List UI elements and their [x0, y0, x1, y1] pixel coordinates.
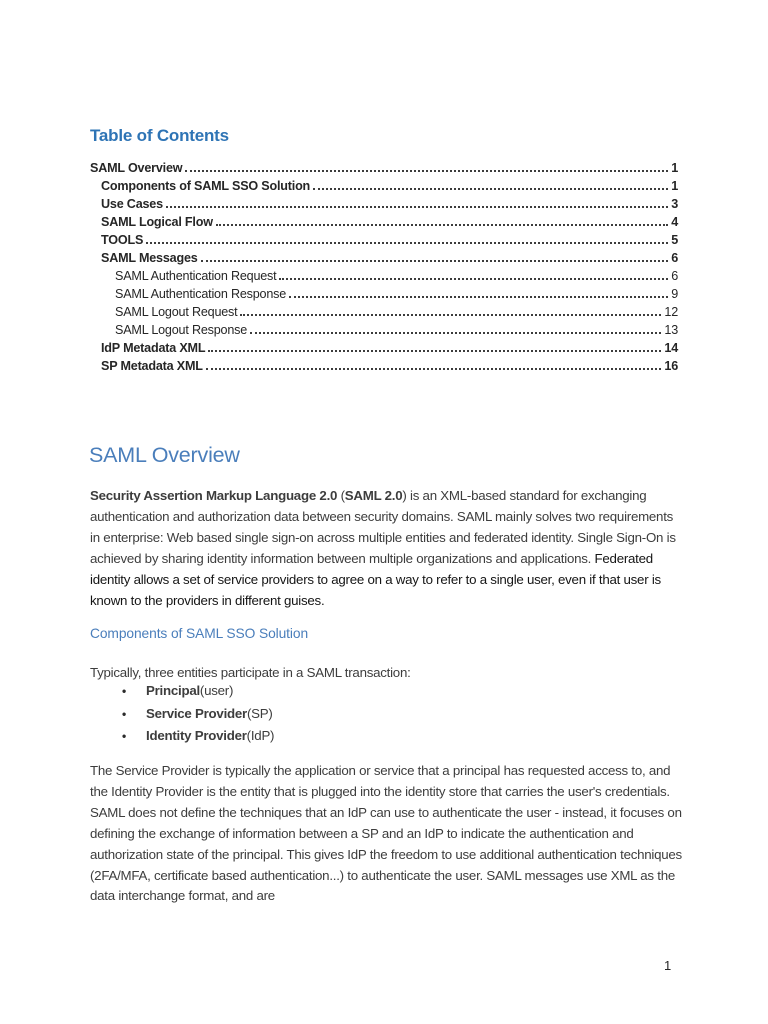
text-run: (	[337, 488, 345, 503]
toc-entry[interactable]	[90, 319, 678, 337]
text-run: Security Assertion Markup Language 2.0	[90, 488, 338, 503]
toc-entry-label: SAML Authentication Response	[115, 287, 287, 301]
text-run: (user)	[199, 683, 234, 698]
toc-entry-page: 9	[671, 287, 678, 301]
text-run: Federated identity allows a set of service providers to agree on a way to refer to a single user, even if that user is known to the providers in different guises.	[90, 550, 661, 608]
text-run: ) is an XML-based standard for exchanging authentication and authorization data between security domains. SAML mainly solves two requirements in enterprise: Web based single sign-on across multiple entities and federated identity. Single Sign-On is achieved by sharing identity information between multiple organizations and applications.	[90, 488, 676, 566]
text-run: The Service Provider is typically the application or service that a principal has requested access to, and the Identity Provider is the entity that is plugged into the identity store that carries the user's credentials. SAML does not define the techniques that an IdP can use to authenticate the user - instead, it focuses on defining the exchange of information between a SP and an IdP to indicate the authentication and authorization state of the principal. This gives IdP the freedom to use additional authentication techniques (2FA/MFA, certificate based authentication...) to authenticate the user. SAML messages use XML as the data interchange format, and are	[90, 763, 682, 904]
toc-entry[interactable]	[90, 283, 678, 301]
entities-list	[122, 683, 274, 751]
toc-dot-leader	[216, 224, 668, 226]
toc-entry-label: SAML Authentication Request	[115, 269, 277, 283]
toc-entry-label: SP Metadata XML	[101, 359, 203, 373]
section-heading-saml-overview: SAML Overview	[89, 443, 240, 467]
toc-entry[interactable]	[90, 211, 678, 229]
toc-entry[interactable]	[90, 229, 678, 247]
toc-entry[interactable]	[90, 193, 678, 211]
bullet-icon: •	[122, 706, 126, 721]
paragraph-saml-intro	[90, 486, 684, 611]
bullet-icon: •	[122, 684, 126, 698]
text-run: (SP)	[246, 705, 273, 721]
toc-entry-page: 5	[671, 233, 678, 247]
entities-list-intro: Typically, three entities participate in a SAML transaction:	[90, 665, 411, 680]
toc-dot-leader	[201, 260, 669, 262]
toc-list	[90, 157, 678, 373]
toc-dot-leader	[279, 278, 668, 280]
toc-entry[interactable]	[90, 337, 678, 355]
toc-entry-page: 3	[671, 197, 678, 211]
bullet-icon: •	[122, 729, 126, 744]
toc-dot-leader	[166, 206, 668, 208]
text-run: Principal	[146, 683, 200, 698]
toc-dot-leader	[240, 314, 661, 316]
text-run: Identity Provider	[146, 728, 247, 744]
text-run: SAML 2.0	[344, 488, 403, 503]
toc-dot-leader	[208, 350, 661, 352]
toc-entry-label: SAML Logout Request	[115, 305, 238, 319]
toc-entry[interactable]	[90, 355, 678, 373]
subsection-heading-components: Components of SAML SSO Solution	[90, 626, 309, 641]
toc-entry-label: Components of SAML SSO Solution	[101, 179, 311, 193]
toc-entry-label: IdP Metadata XML	[101, 341, 206, 355]
toc-entry-page: 6	[671, 251, 678, 265]
toc-entry[interactable]	[90, 247, 678, 265]
toc-entry-page: 14	[664, 341, 678, 355]
toc-entry-label: TOOLS	[101, 233, 144, 247]
entity-list-item	[122, 683, 274, 706]
paragraph-sp-idp-description	[90, 761, 684, 907]
entity-list-item	[122, 706, 274, 729]
page-number: 1	[664, 958, 672, 973]
toc-entry[interactable]	[90, 301, 678, 319]
toc-entry-label: SAML Logout Response	[115, 323, 248, 337]
toc-entry-page: 12	[664, 305, 678, 319]
toc-entry-page: 6	[671, 269, 678, 283]
toc-dot-leader	[250, 332, 661, 334]
toc-entry-page: 1	[671, 161, 678, 175]
text-run: (IdP)	[246, 728, 275, 744]
toc-entry-page: 1	[671, 179, 678, 193]
toc-dot-leader	[313, 188, 668, 190]
toc-dot-leader	[146, 242, 668, 244]
toc-entry-label: SAML Logical Flow	[101, 215, 213, 229]
text-run: Service Provider	[146, 705, 247, 721]
toc-entry-page: 4	[671, 215, 678, 229]
toc-entry-label: Use Cases	[101, 197, 163, 211]
toc-entry-page: 13	[664, 323, 678, 337]
toc-entry[interactable]	[90, 175, 678, 193]
toc-dot-leader	[206, 368, 662, 370]
toc-entry[interactable]	[90, 157, 678, 175]
toc-entry-label: SAML Overview	[90, 161, 183, 175]
toc-title: Table of Contents	[90, 126, 229, 145]
entity-list-item	[122, 728, 274, 751]
toc-dot-leader	[185, 170, 668, 172]
toc-entry-page: 16	[664, 359, 678, 373]
toc-entry[interactable]	[90, 265, 678, 283]
toc-dot-leader	[289, 296, 668, 298]
toc-entry-label: SAML Messages	[101, 251, 198, 265]
